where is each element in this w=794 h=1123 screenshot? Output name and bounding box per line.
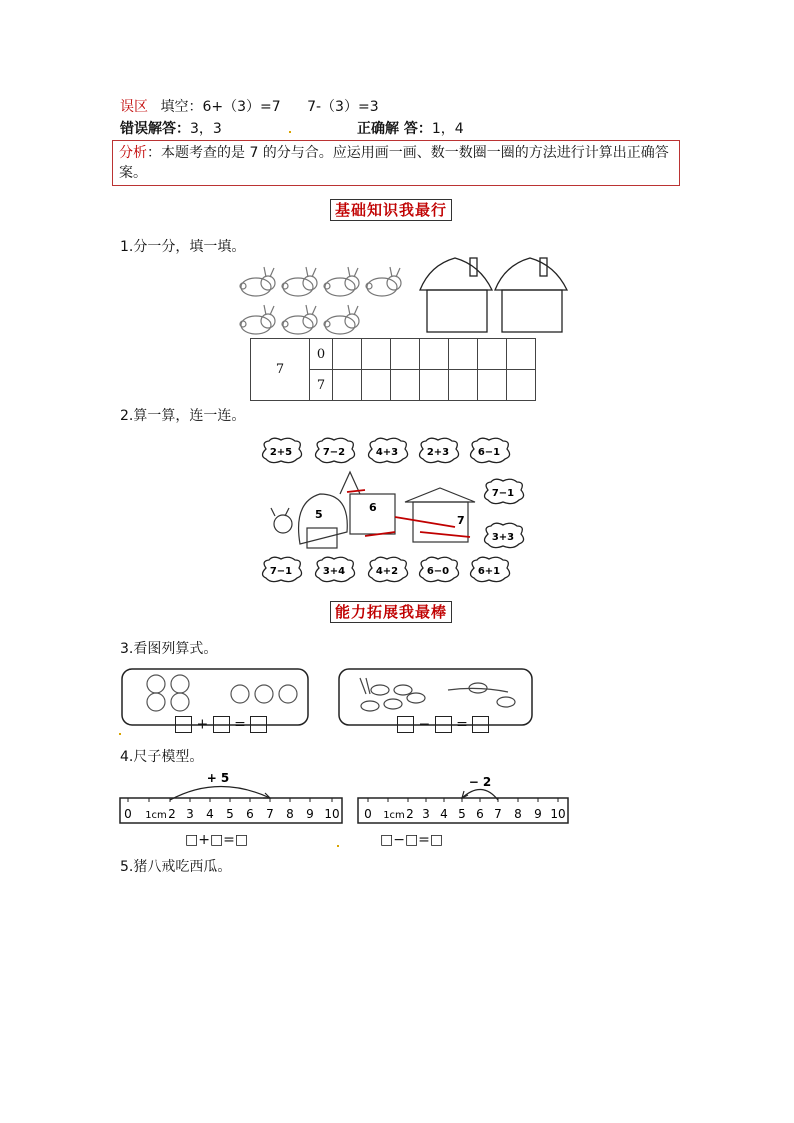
cloud-right-2[interactable] <box>485 523 524 547</box>
q3-equation-2 <box>397 716 489 733</box>
svg-text:4: 4 <box>440 807 448 821</box>
equals-sign: = <box>456 716 468 733</box>
analysis-box <box>112 140 680 186</box>
svg-text:0: 0 <box>364 807 372 821</box>
svg-text:1cm: 1cm <box>383 810 405 821</box>
svg-text:3+3: 3+3 <box>491 532 515 543</box>
cloud-top-2[interactable] <box>316 438 355 462</box>
cloud-right-1[interactable] <box>485 479 524 503</box>
cloud-top-5[interactable] <box>471 438 510 462</box>
decor-dot <box>119 733 121 735</box>
duck-icons <box>360 678 515 711</box>
question-1-title: 1.分一分，填一填。 <box>120 239 246 255</box>
svg-text:4+3: 4+3 <box>375 447 399 458</box>
svg-text:0: 0 <box>124 807 132 821</box>
ruler-1 <box>120 771 342 823</box>
split-cell[interactable] <box>420 339 449 370</box>
svg-text:10: 10 <box>324 807 340 821</box>
house-icons <box>420 258 567 332</box>
house-number-2: 6 <box>369 501 377 514</box>
operator: + <box>196 716 209 733</box>
svg-text:6: 6 <box>246 807 254 821</box>
split-cell[interactable] <box>333 370 362 401</box>
split-cell[interactable] <box>333 339 362 370</box>
red-marks <box>347 490 470 537</box>
svg-text:1cm: 1cm <box>145 810 167 821</box>
split-cell[interactable] <box>507 370 536 401</box>
cloud-bottom-3[interactable] <box>369 557 408 581</box>
split-top-first: 0 <box>310 339 333 370</box>
wrong-answer-value: 3，3 <box>190 121 222 137</box>
question-2-title: 2.算一算，连一连。 <box>120 408 246 424</box>
svg-text:7−2: 7−2 <box>322 447 346 458</box>
split-bottom-first: 7 <box>310 370 333 401</box>
svg-text:5: 5 <box>458 807 466 821</box>
answer-box[interactable] <box>397 716 414 733</box>
question-5-title: 5.猪八戒吃西瓜。 <box>120 859 232 875</box>
analysis-label: 分析 <box>119 145 147 161</box>
q4-formula-2[interactable]: □−□=□ <box>380 832 444 848</box>
cloud-top-3[interactable] <box>369 438 408 462</box>
flower-icons <box>147 675 297 711</box>
split-cell[interactable] <box>391 339 420 370</box>
split-cell[interactable] <box>449 339 478 370</box>
right-answer-label: 正确解 答： <box>357 121 432 137</box>
split-cell[interactable] <box>420 370 449 401</box>
jump-label-2: − 2 <box>468 775 492 789</box>
q2-picture <box>255 432 545 587</box>
house-number-1: 5 <box>315 508 323 521</box>
svg-text:7−1: 7−1 <box>491 488 515 499</box>
svg-text:2+5: 2+5 <box>269 447 293 458</box>
mistake-fill-2: 7-（3）=3 <box>307 99 379 115</box>
q1-split-table <box>250 338 536 401</box>
section-title-basic: 基础知识我最行 <box>330 199 452 221</box>
svg-text:3+4: 3+4 <box>322 566 346 577</box>
split-total: 7 <box>251 339 310 401</box>
cloud-bottom-1[interactable] <box>263 557 302 581</box>
cloud-bottom-2[interactable] <box>316 557 355 581</box>
rabbit-icons <box>240 267 401 334</box>
house-number-3: 7 <box>457 514 465 527</box>
q4-rulers <box>118 768 578 828</box>
svg-text:7: 7 <box>494 807 502 821</box>
svg-text:10: 10 <box>550 807 566 821</box>
svg-text:6: 6 <box>476 807 484 821</box>
svg-text:2: 2 <box>406 807 414 821</box>
svg-text:9: 9 <box>306 807 314 821</box>
equals-sign: = <box>234 716 246 733</box>
right-answer-line <box>357 118 464 138</box>
split-cell[interactable] <box>362 339 391 370</box>
svg-text:9: 9 <box>534 807 542 821</box>
svg-text:6−1: 6−1 <box>477 447 501 458</box>
question-4-title: 4.尺子模型。 <box>120 749 204 765</box>
split-cell[interactable] <box>478 339 507 370</box>
operator: − <box>418 716 431 733</box>
cloud-top-1[interactable] <box>263 438 302 462</box>
svg-text:3: 3 <box>422 807 430 821</box>
svg-text:5: 5 <box>226 807 234 821</box>
svg-text:7: 7 <box>266 807 274 821</box>
svg-text:6+1: 6+1 <box>477 566 501 577</box>
q3-equation-1 <box>175 716 267 733</box>
question-3-title: 3.看图列算式。 <box>120 641 218 657</box>
answer-box[interactable] <box>175 716 192 733</box>
cloud-bottom-4[interactable] <box>420 557 459 581</box>
mistake-label: 误区 <box>120 99 148 115</box>
cloud-top-4[interactable] <box>420 438 459 462</box>
mistake-fill-1: 填空：6+（3）=7 <box>160 99 281 115</box>
split-cell[interactable] <box>507 339 536 370</box>
right-answer-value: 1，4 <box>431 121 464 137</box>
mistake-line <box>120 96 379 116</box>
svg-text:8: 8 <box>514 807 522 821</box>
wrong-answer-label: 错误解答： <box>120 121 190 137</box>
svg-text:4: 4 <box>206 807 214 821</box>
svg-text:4+2: 4+2 <box>375 566 399 577</box>
svg-text:3: 3 <box>186 807 194 821</box>
split-cell[interactable] <box>449 370 478 401</box>
split-cell[interactable] <box>362 370 391 401</box>
section-title-ability: 能力拓展我最棒 <box>330 601 452 623</box>
answer-box[interactable] <box>250 716 267 733</box>
answer-box[interactable] <box>213 716 230 733</box>
decor-dot <box>289 131 291 133</box>
cloud-bottom-5[interactable] <box>471 557 510 581</box>
q4-formula-1[interactable]: □+□=□ <box>185 832 249 848</box>
decor-dot <box>337 845 339 847</box>
jump-label-1: + 5 <box>206 771 230 785</box>
analysis-text: ：本题考查的是 7 的分与合。应运用画一画、数一数圈一圈的方法进行计算出正确答案。 <box>119 145 669 181</box>
ruler-2 <box>358 775 568 823</box>
q1-picture <box>230 255 570 340</box>
answer-box[interactable] <box>435 716 452 733</box>
wrong-answer-line <box>120 118 222 138</box>
svg-text:2+3: 2+3 <box>426 447 450 458</box>
svg-text:2: 2 <box>168 807 176 821</box>
split-cell[interactable] <box>478 370 507 401</box>
svg-text:8: 8 <box>286 807 294 821</box>
split-cell[interactable] <box>391 370 420 401</box>
svg-text:6−0: 6−0 <box>426 566 450 577</box>
answer-box[interactable] <box>472 716 489 733</box>
svg-text:7−1: 7−1 <box>269 566 293 577</box>
